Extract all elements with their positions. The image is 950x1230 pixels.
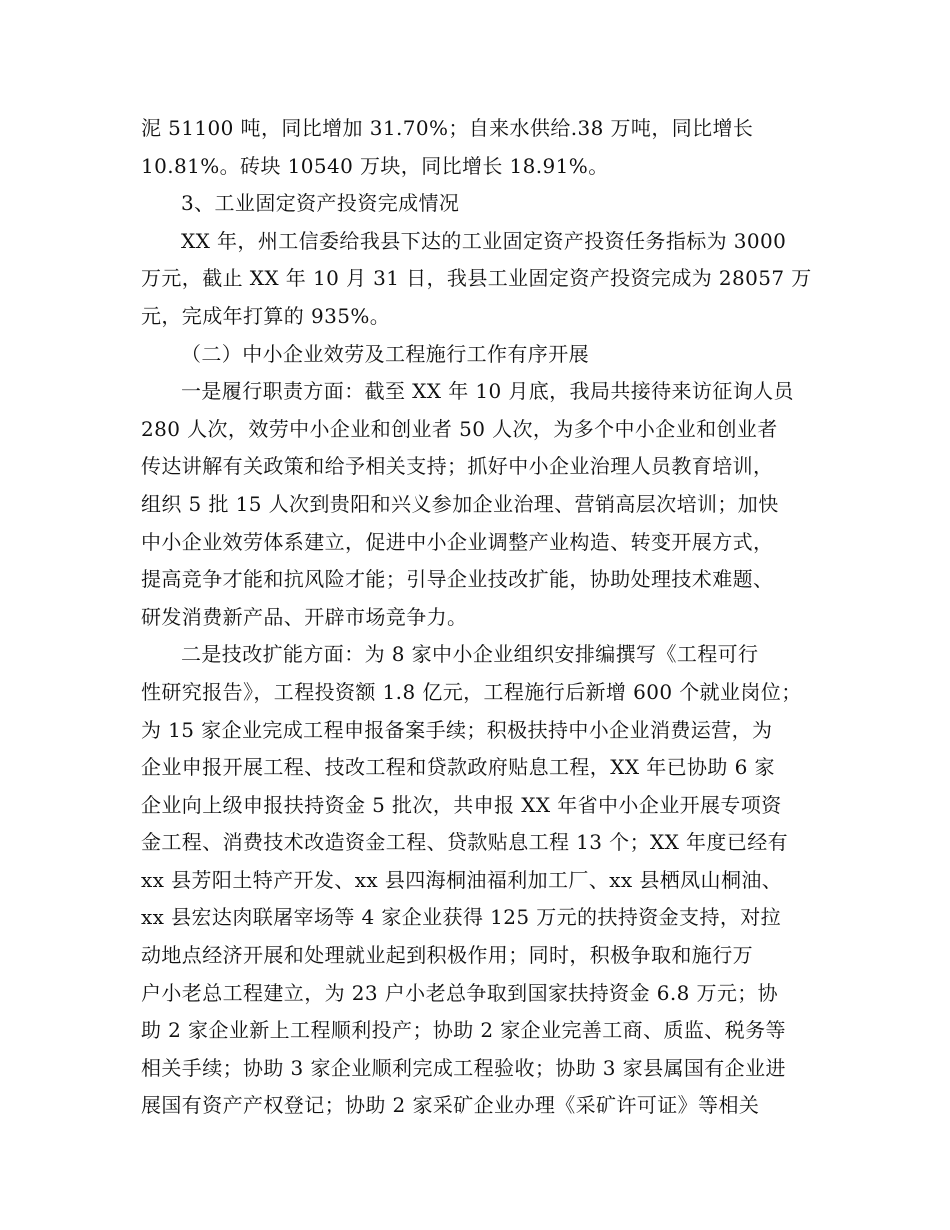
text-line: 组织 5 批 15 人次到贵阳和兴义参加企业治理、营销高层次培训；加快 [141, 491, 779, 516]
text-line: 万元，截止 XX 年 10 月 31 日，我县工业固定资产投资完成为 28057 万 [141, 266, 812, 291]
text-line: 一是履行职责方面：截至 XX 年 10 月底，我局共接待来访征询人员 [181, 379, 794, 404]
text-line: 助 2 家企业新上工程顺利投产；协助 2 家企业完善工商、质监、税务等 [141, 1018, 786, 1043]
text-line: 中小企业效劳体系建立，促进中小企业调整产业构造、转变开展方式， [141, 529, 774, 554]
text-line: xx 县芳阳土特产开发、xx 县四海桐油福利加工厂、xx 县栖凤山桐油、 [141, 867, 783, 892]
text-line: 性研究报告》，工程投资额 1.8 亿元，工程施行后新增 600 个就业岗位； [141, 679, 802, 704]
text-line: 金工程、消费技术改造资金工程、贷款贴息工程 13 个；XX 年度已经有 [141, 830, 788, 855]
text-line: 提高竞争才能和抗风险才能；引导企业技改扩能，协助处理技术难题、 [141, 567, 774, 592]
text-line: 二是技改扩能方面：为 8 家中小企业组织安排编撰写《工程可行 [181, 642, 759, 667]
section-heading: （二）中小企业效劳及工程施行工作有序开展 [181, 341, 589, 366]
text-line: 研发消费新产品、开辟市场竞争力。 [141, 604, 468, 629]
text-line: 户小老总工程建立，为 23 户小老总争取到国家扶持资金 6.8 万元；协 [141, 980, 779, 1005]
text-line: 为 15 家企业完成工程申报备案手续；积极扶持中小企业消费运营，为 [141, 717, 773, 742]
text-line: xx 县宏达肉联屠宰场等 4 家企业获得 125 万元的扶持资金支持，对拉 [141, 905, 782, 930]
text-line: 企业向上级申报扶持资金 5 批次，共申报 XX 年省中小企业开展专项资 [141, 792, 782, 817]
text-line: 10.81%。砖块 10540 万块，同比增长 18.91%。 [141, 153, 609, 178]
text-line: 动地点经济开展和处理就业起到积极作用；同时，积极争取和施行万 [141, 943, 753, 968]
section-heading: 3、工业固定资产投资完成情况 [181, 191, 460, 216]
text-line: 元，完成年打算的 935%。 [141, 303, 391, 328]
body-text [141, 110, 821, 1125]
text-line: 企业申报开展工程、技改工程和贷款政府贴息工程，XX 年已协助 6 家 [141, 755, 775, 780]
text-line: 泥 51100 吨，同比增加 31.70%；自来水供给.38 万吨，同比增长 [141, 116, 754, 140]
text-line: 280 人次，效劳中小企业和创业者 50 人次，为多个中小企业和创业者 [141, 416, 778, 441]
text-line: XX 年，州工信委给我县下达的工业固定资产投资任务指标为 3000 [181, 228, 787, 253]
text-line: 传达讲解有关政策和给予相关支持；抓好中小企业治理人员教育培训， [141, 454, 774, 479]
text-line: 相关手续；协助 3 家企业顺利完成工程验收；协助 3 家县属国有企业进 [141, 1055, 786, 1080]
text-line: 展国有资产产权登记；协助 2 家采矿企业办理《采矿许可证》等相关 [141, 1093, 760, 1118]
